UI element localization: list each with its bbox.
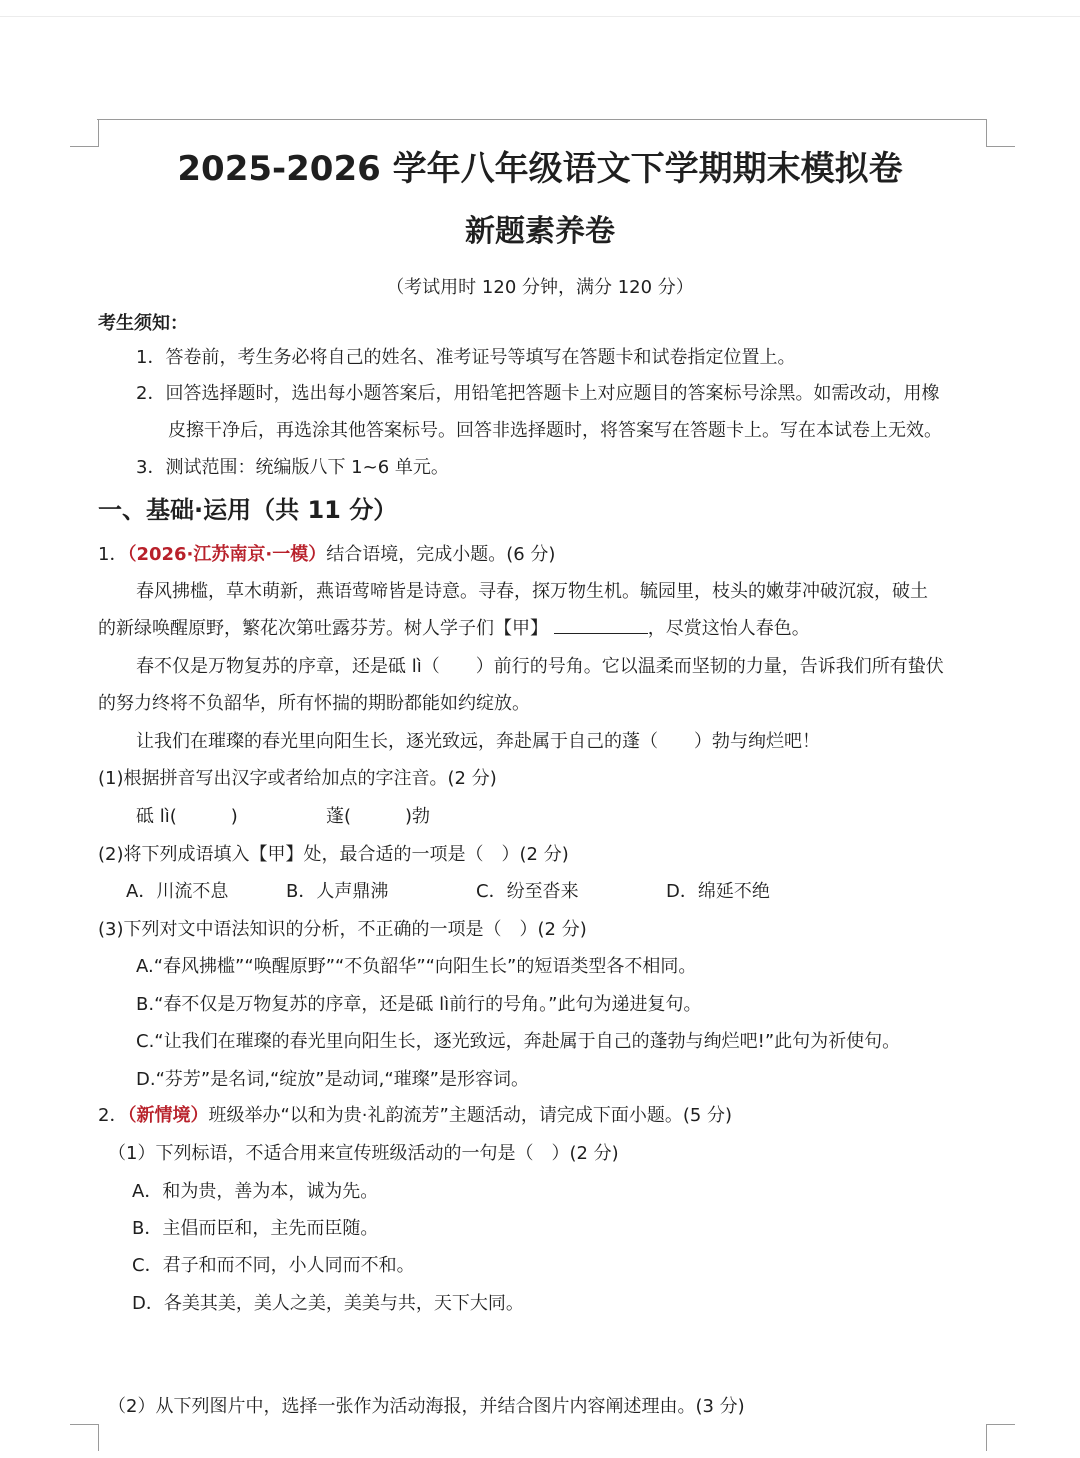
passage-line: 的新绿唤醒原野，繁花次第吐露芬芳。树人学子们【甲】 ，尽赏这怡人春色。 bbox=[98, 618, 810, 639]
fill-item: 砥 lì( ) bbox=[136, 806, 238, 827]
passage-line: 的努力终将不负韶华，所有怀揣的期盼都能如约绽放。 bbox=[98, 693, 530, 714]
option-a: A.“春风拂槛”“唤醒原野”“不负韶华”“向阳生长”的短语类型各不相同。 bbox=[136, 956, 697, 977]
top-divider bbox=[0, 16, 1080, 17]
page-title: 2025-2026 学年八年级语文下学期期末模拟卷 bbox=[177, 149, 903, 189]
option-b: B．人声鼎沸 bbox=[286, 881, 389, 902]
option-d: D.“芬芳”是名词,“绽放”是动词,“璀璨”是形容词。 bbox=[136, 1069, 529, 1090]
exam-info: （考试用时 120 分钟，满分 120 分） bbox=[386, 277, 694, 298]
notice-item: 1．答卷前，考生务必将自己的姓名、准考证号等填写在答题卡和试卷指定位置上。 bbox=[136, 347, 796, 368]
option-c: C．君子和而不同，小人同而不和。 bbox=[132, 1255, 415, 1276]
passage-line: 春风拂槛，草木萌新，燕语莺啼皆是诗意。寻春，探万物生机。毓园里，枝头的嫩芽冲破沉寂，破土 bbox=[136, 581, 928, 602]
fill-blank bbox=[554, 617, 648, 634]
crop-mark-top-right bbox=[986, 120, 1015, 147]
option-b: B.“春不仅是万物复苏的序章，还是砥 lì前行的号角。”此句为递进复句。 bbox=[136, 994, 702, 1015]
sub-question: （1）下列标语，不适合用来宣传班级活动的一句是（ ）(2 分) bbox=[108, 1143, 619, 1164]
sub-question: (1)根据拼音写出汉字或者给加点的字注音。(2 分) bbox=[98, 768, 497, 789]
question-number: 1． bbox=[98, 544, 128, 565]
crop-mark-top-left bbox=[70, 120, 99, 147]
passage-line: 春不仅是万物复苏的序章，还是砥 lì（ ）前行的号角。它以温柔而坚韧的力量，告诉我们所有蛰伏 bbox=[136, 656, 944, 677]
question-source: （2026·江苏南京·一模） bbox=[127, 544, 327, 565]
question-prompt: 结合语境，完成小题。(6 分) bbox=[326, 544, 556, 565]
notice-heading: 考生须知： bbox=[98, 313, 188, 334]
page-subtitle: 新题素养卷 bbox=[465, 214, 615, 249]
passage-line: 让我们在璀璨的春光里向阳生长，逐光致远，奔赴属于自己的蓬（ ）勃与绚烂吧！ bbox=[136, 731, 820, 752]
notice-item: 皮擦干净后，再选涂其他答案标号。回答非选择题时，将答案写在答题卡上。写在本试卷上无效。 bbox=[168, 420, 942, 441]
option-a: A．和为贵，善为本，诚为先。 bbox=[132, 1181, 379, 1202]
question-number: 2． bbox=[98, 1105, 128, 1126]
option-a: A．川流不息 bbox=[126, 881, 229, 902]
question-2-header bbox=[98, 1104, 732, 1128]
sub-question: (3)下列对文中语法知识的分析，不正确的一项是（ ）(2 分) bbox=[98, 919, 587, 940]
question-prompt: 班级举办“以和为贵·礼韵流芳”主题活动，请完成下面小题。(5 分) bbox=[208, 1105, 733, 1126]
page-header-rule bbox=[97, 119, 987, 120]
section-heading: 一、基础·运用（共 11 分） bbox=[98, 496, 398, 524]
option-c: C.“让我们在璀璨的春光里向阳生长，逐光致远，奔赴属于自己的蓬勃与绚烂吧!”此句为祈使句。 bbox=[136, 1031, 901, 1052]
sub-question: （2）从下列图片中，选择一张作为活动海报，并结合图片内容阐述理由。(3 分) bbox=[108, 1396, 745, 1417]
question-source: （新情境） bbox=[127, 1105, 209, 1126]
option-d: D．绵延不绝 bbox=[666, 881, 770, 902]
option-b: B．主倡而臣和，主先而臣随。 bbox=[132, 1218, 379, 1239]
option-d: D．各美其美，美人之美，美美与共，天下大同。 bbox=[132, 1293, 524, 1314]
option-c: C．纷至沓来 bbox=[476, 881, 579, 902]
sub-question: (2)将下列成语填入【甲】处，最合适的一项是（ ）(2 分) bbox=[98, 844, 569, 865]
notice-item: 3．测试范围：统编版八下 1~6 单元。 bbox=[136, 457, 449, 478]
question-1-header bbox=[98, 543, 555, 567]
notice-item: 2．回答选择题时，选出每小题答案后，用铅笔把答题卡上对应题目的答案标号涂黑。如需改动，用橡 bbox=[136, 383, 940, 404]
crop-mark-bottom-right bbox=[986, 1424, 1015, 1451]
fill-item: 蓬( )勃 bbox=[326, 806, 431, 827]
crop-mark-bottom-left bbox=[70, 1424, 99, 1451]
